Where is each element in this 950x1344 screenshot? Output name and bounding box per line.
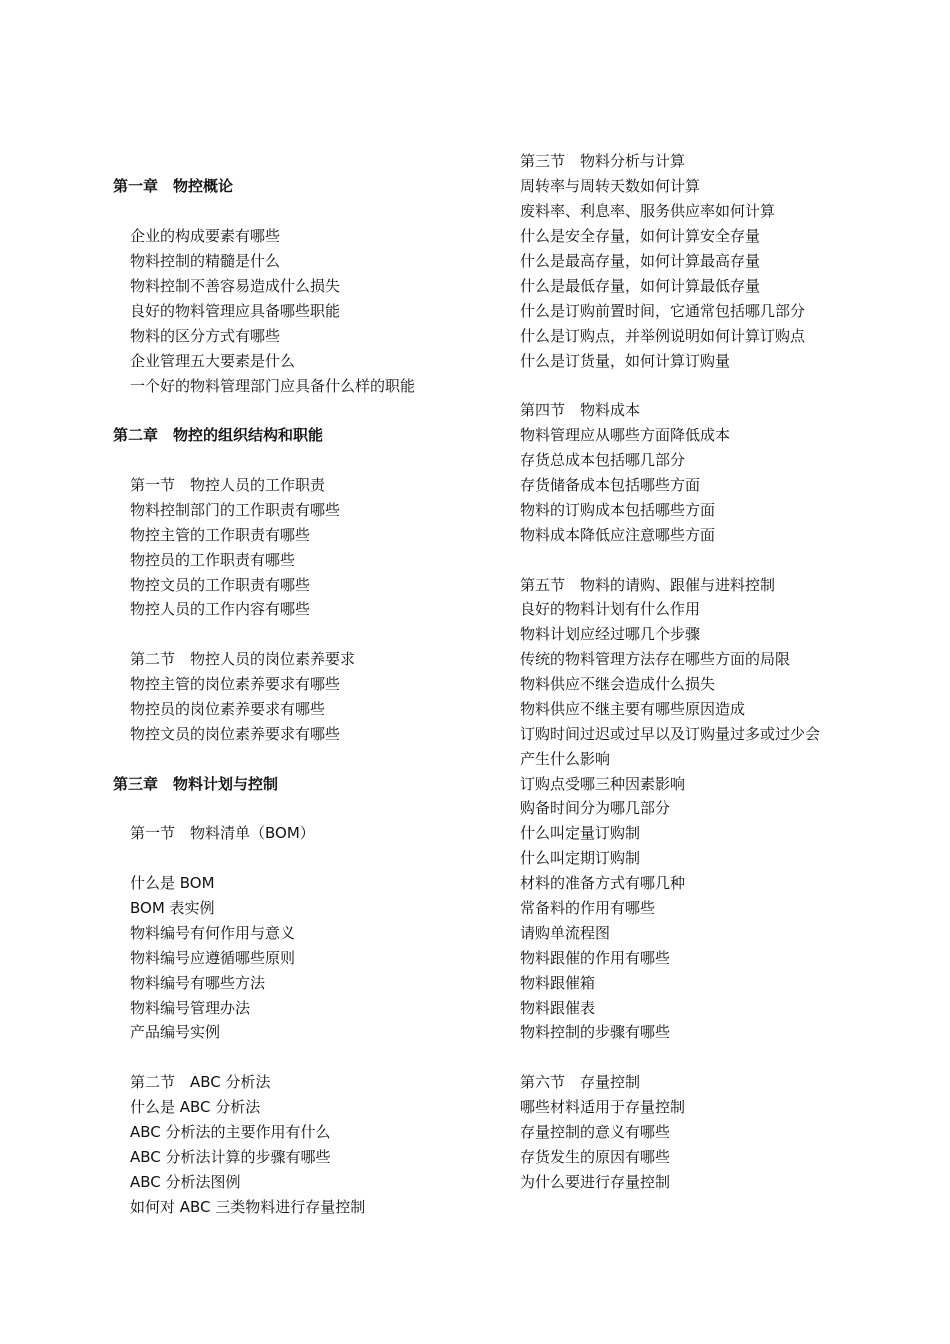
list-item: 良好的物料计划有什么作用	[520, 600, 701, 618]
list-item: ABC 分析法图例	[130, 1173, 241, 1191]
section-title: 第一节 物控人员的工作职责	[130, 476, 326, 494]
list-item: 购备时间分为哪几部分	[520, 799, 671, 817]
list-item: 什么是 BOM	[130, 874, 215, 892]
list-item: 订购点受哪三种因素影响	[520, 775, 686, 793]
list-item: 物料的区分方式有哪些	[130, 327, 281, 345]
list-item: 物料成本降低应注意哪些方面	[520, 526, 716, 544]
list-item: 什么是最高存量，如何计算最高存量	[520, 252, 761, 270]
list-item: 物料控制部门的工作职责有哪些	[130, 501, 341, 519]
list-item: 物控员的岗位素养要求有哪些	[130, 700, 326, 718]
list-item: 物控人员的工作内容有哪些	[130, 600, 311, 618]
list-item: 物料管理应从哪些方面降低成本	[520, 426, 731, 444]
section-title: 第二节 物控人员的岗位素养要求	[130, 650, 356, 668]
chapter-2-title: 第二章 物控的组织结构和职能	[113, 426, 324, 444]
list-item: 物料控制的步骤有哪些	[520, 1023, 671, 1041]
list-item: 物料跟催箱	[520, 974, 596, 992]
list-item: 物料编号管理办法	[130, 999, 251, 1017]
list-item: ABC 分析法计算的步骤有哪些	[130, 1148, 331, 1166]
list-item: 物控主管的工作职责有哪些	[130, 526, 311, 544]
list-item: 物料计划应经过哪几个步骤	[520, 625, 701, 643]
list-item: 物控员的工作职责有哪些	[130, 551, 296, 569]
list-item: 物料控制的精髓是什么	[130, 252, 281, 270]
list-item: 什么是 ABC 分析法	[130, 1098, 261, 1116]
list-item: 存量控制的意义有哪些	[520, 1123, 671, 1141]
section-title: 第二节 ABC 分析法	[130, 1073, 271, 1091]
list-item: 良好的物料管理应具备哪些职能	[130, 302, 341, 320]
list-item: 哪些材料适用于存量控制	[520, 1098, 686, 1116]
list-item: 一个好的物料管理部门应具备什么样的职能	[130, 377, 416, 395]
list-item: 请购单流程图	[520, 924, 611, 942]
list-item: 物料跟催的作用有哪些	[520, 949, 671, 967]
chapter-1-title: 第一章 物控概论	[113, 177, 234, 195]
list-item: 什么是安全存量，如何计算安全存量	[520, 227, 761, 245]
list-item: 物料控制不善容易造成什么损失	[130, 277, 341, 295]
list-item: 物料编号有哪些方法	[130, 974, 266, 992]
list-item: 传统的物料管理方法存在哪些方面的局限	[520, 650, 791, 668]
list-item: 物料的订购成本包括哪些方面	[520, 501, 716, 519]
list-item: ABC 分析法的主要作用有什么	[130, 1123, 331, 1141]
list-item: 物料编号有何作用与意义	[130, 924, 296, 942]
list-item: 企业的构成要素有哪些	[130, 227, 281, 245]
list-item: 产生什么影响	[520, 750, 611, 768]
list-item: 废料率、利息率、服务供应率如何计算	[520, 202, 776, 220]
list-item: 材料的准备方式有哪几种	[520, 874, 686, 892]
list-item: 什么是订购点，并举例说明如何计算订购点	[520, 327, 806, 345]
list-item: 存货发生的原因有哪些	[520, 1148, 671, 1166]
chapter-3-title: 第三章 物料计划与控制	[113, 775, 279, 793]
list-item: 物控文员的工作职责有哪些	[130, 576, 311, 594]
list-item: 存货总成本包括哪几部分	[520, 451, 686, 469]
section-title: 第四节 物料成本	[520, 401, 641, 419]
list-item: 什么是订货量，如何计算订购量	[520, 352, 731, 370]
list-item: 什么是最低存量，如何计算最低存量	[520, 277, 761, 295]
list-item: 周转率与周转天数如何计算	[520, 177, 701, 195]
list-item: BOM 表实例	[130, 899, 215, 917]
list-item: 物料供应不继主要有哪些原因造成	[520, 700, 746, 718]
list-item: 产品编号实例	[130, 1023, 221, 1041]
list-item: 为什么要进行存量控制	[520, 1173, 671, 1191]
section-title: 第三节 物料分析与计算	[520, 152, 686, 170]
list-item: 如何对 ABC 三类物料进行存量控制	[130, 1198, 366, 1216]
list-item: 物料编号应遵循哪些原则	[130, 949, 296, 967]
section-title: 第五节 物料的请购、跟催与进料控制	[520, 576, 776, 594]
section-title: 第一节 物料清单（BOM）	[130, 824, 315, 842]
list-item: 什么叫定量订购制	[520, 824, 641, 842]
list-item: 物控文员的岗位素养要求有哪些	[130, 725, 341, 743]
section-title: 第六节 存量控制	[520, 1073, 641, 1091]
list-item: 物料供应不继会造成什么损失	[520, 675, 716, 693]
list-item: 企业管理五大要素是什么	[130, 352, 296, 370]
list-item: 订购时间过迟或过早以及订购量过多或过少会	[520, 725, 821, 743]
list-item: 什么是订购前置时间，它通常包括哪几部分	[520, 302, 806, 320]
list-item: 物控主管的岗位素养要求有哪些	[130, 675, 341, 693]
list-item: 物料跟催表	[520, 999, 596, 1017]
list-item: 存货储备成本包括哪些方面	[520, 476, 701, 494]
list-item: 常备料的作用有哪些	[520, 899, 656, 917]
list-item: 什么叫定期订购制	[520, 849, 641, 867]
